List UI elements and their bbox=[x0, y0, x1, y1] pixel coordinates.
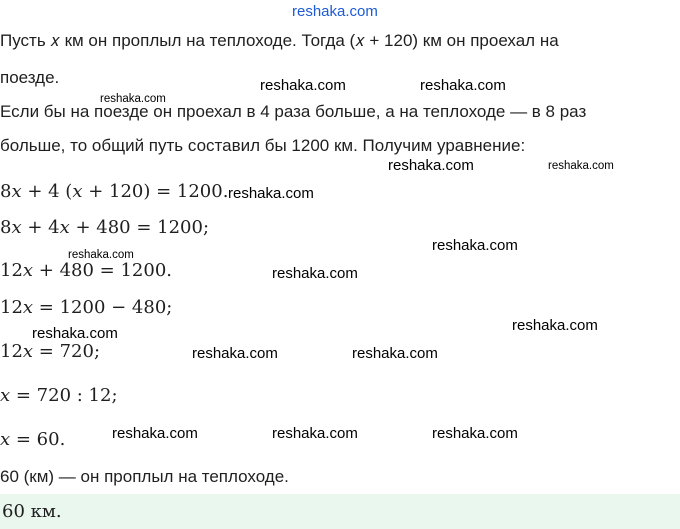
watermark: reshaka.com bbox=[228, 185, 314, 202]
watermark: reshaka.com bbox=[100, 93, 166, 105]
answer-box bbox=[0, 494, 680, 529]
equation-line-6: 𝑥 = 720 : 12; bbox=[0, 385, 118, 406]
watermark: reshaka.com bbox=[32, 325, 118, 342]
solution-line-4: больше, то общий путь составил бы 1200 км. Получим уравнение: bbox=[0, 136, 526, 155]
site-header-link[interactable]: reshaka.com bbox=[292, 3, 378, 20]
equation-line-3: 12𝑥 + 480 = 1200. bbox=[0, 260, 172, 281]
equation-line-7: 𝑥 = 60. bbox=[0, 429, 66, 450]
watermark: reshaka.com bbox=[548, 160, 614, 172]
watermark: reshaka.com bbox=[68, 249, 134, 261]
watermark: reshaka.com bbox=[432, 237, 518, 254]
solution-line-1: Пусть 𝑥 км он проплыл на теплоходе. Тогда (𝑥 + 120) км он проехал на bbox=[0, 31, 559, 50]
solution-line-2: поезде. bbox=[0, 68, 60, 87]
watermark: reshaka.com bbox=[512, 317, 598, 334]
watermark: reshaka.com bbox=[352, 345, 438, 362]
watermark: reshaka.com bbox=[272, 265, 358, 282]
equation-line-1: 8𝑥 + 4 (𝑥 + 120) = 1200. bbox=[0, 181, 229, 202]
watermark: reshaka.com bbox=[420, 77, 506, 94]
equation-line-5: 12𝑥 = 720; bbox=[0, 341, 101, 362]
equation-line-4: 12𝑥 = 1200 − 480; bbox=[0, 297, 173, 318]
result-line: 60 (км) — он проплыл на теплоходе. bbox=[0, 467, 289, 486]
watermark: reshaka.com bbox=[260, 77, 346, 94]
equation-line-2: 8𝑥 + 4𝑥 + 480 = 1200; bbox=[0, 217, 210, 238]
watermark: reshaka.com bbox=[192, 345, 278, 362]
watermark: reshaka.com bbox=[112, 425, 198, 442]
watermark: reshaka.com bbox=[388, 157, 474, 174]
watermark: reshaka.com bbox=[272, 425, 358, 442]
solution-line-3: Если бы на поезде он проехал в 4 раза больше, а на теплоходе — в 8 раз bbox=[0, 102, 587, 121]
answer-text: 60 км. bbox=[2, 501, 62, 522]
watermark: reshaka.com bbox=[432, 425, 518, 442]
